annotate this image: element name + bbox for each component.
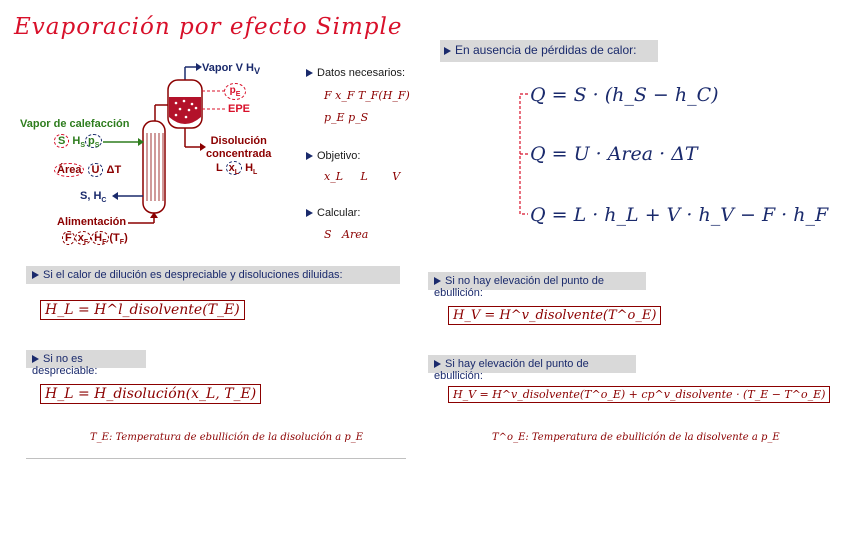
divider (26, 458, 406, 459)
right-bar-1: Si no hay elevación del punto de ebullición: (428, 272, 646, 290)
vapor-calefaccion-label: Vapor de calefacción (20, 118, 130, 130)
right-note: T^o_E: Temperatura de ebullición de la disolvente a p_E (492, 432, 780, 443)
objetivo-line1: x_L L V (324, 170, 401, 183)
bullet-arrow-icon (434, 360, 441, 368)
calcular-header: Calcular: (306, 207, 360, 219)
page-title: Evaporación por efecto Simple (14, 14, 403, 40)
equation-1: Q = S · (h_S − h_C) (530, 84, 719, 106)
datos-header: Datos necesarios: (306, 67, 405, 79)
equation-2: Q = U · Area · ΔT (530, 143, 698, 165)
bullet-arrow-icon (32, 271, 39, 279)
right-bar-2: Si hay elevación del punto de ebullición: (428, 355, 636, 373)
epe-label: EPE (228, 103, 251, 115)
bullet-arrow-icon (434, 277, 441, 285)
bullet-arrow-icon (306, 69, 313, 77)
pe-label: $p_E$ (224, 83, 246, 100)
left-bar-1: Si el calor de dilución es despreciable y disoluciones diluidas: (26, 266, 400, 284)
right-header: En ausencia de pérdidas de calor: (440, 40, 658, 62)
alim-vars: F $x_F$ $H_F$ $(T_F)$ (62, 232, 128, 246)
datos-line1: F x_F T_F(H_F) (324, 89, 410, 102)
objetivo-header: Objetivo: (306, 150, 360, 162)
vapor-top-label: Vapor V $H_V$ (202, 62, 261, 77)
datos-line2: p_E p_S (324, 111, 369, 124)
right-equation-1: H_V = H^v_disolvente(T^o_E) (448, 306, 661, 325)
calef-vars: S $H_S$ $p_S$ (54, 135, 102, 149)
bullet-arrow-icon (444, 47, 451, 55)
bullet-arrow-icon (32, 355, 39, 363)
left-note: T_E: Temperatura de ebullición de la disolución a p_E (90, 432, 364, 443)
left-equation-1: H_L = H^l_disolvente(T_E) (40, 300, 245, 320)
alimentacion-label: Alimentación (57, 216, 127, 228)
bullet-arrow-icon (306, 209, 313, 217)
right-equation-2: H_V = H^v_disolvente(T^o_E) + cp^v_disolvente · (T_E − T^o_E) (448, 386, 830, 403)
calcular-line1: S Area (324, 228, 369, 241)
equation-3: Q = L · h_L + V · h_V − F · h_F (530, 204, 829, 226)
disolucion-concentrada-label: Disolución concentrada (206, 135, 272, 160)
left-bar-2: Si no es despreciable: (26, 350, 146, 368)
area-u-dt: Área U ΔT (54, 164, 121, 176)
bullet-arrow-icon (306, 152, 313, 160)
disol-vars: L $x_L$ $H_L$ (216, 162, 258, 177)
left-equation-2: H_L = H_disolución(x_L, T_E) (40, 384, 261, 404)
condensate-label: S, $H_C$ (80, 190, 107, 205)
